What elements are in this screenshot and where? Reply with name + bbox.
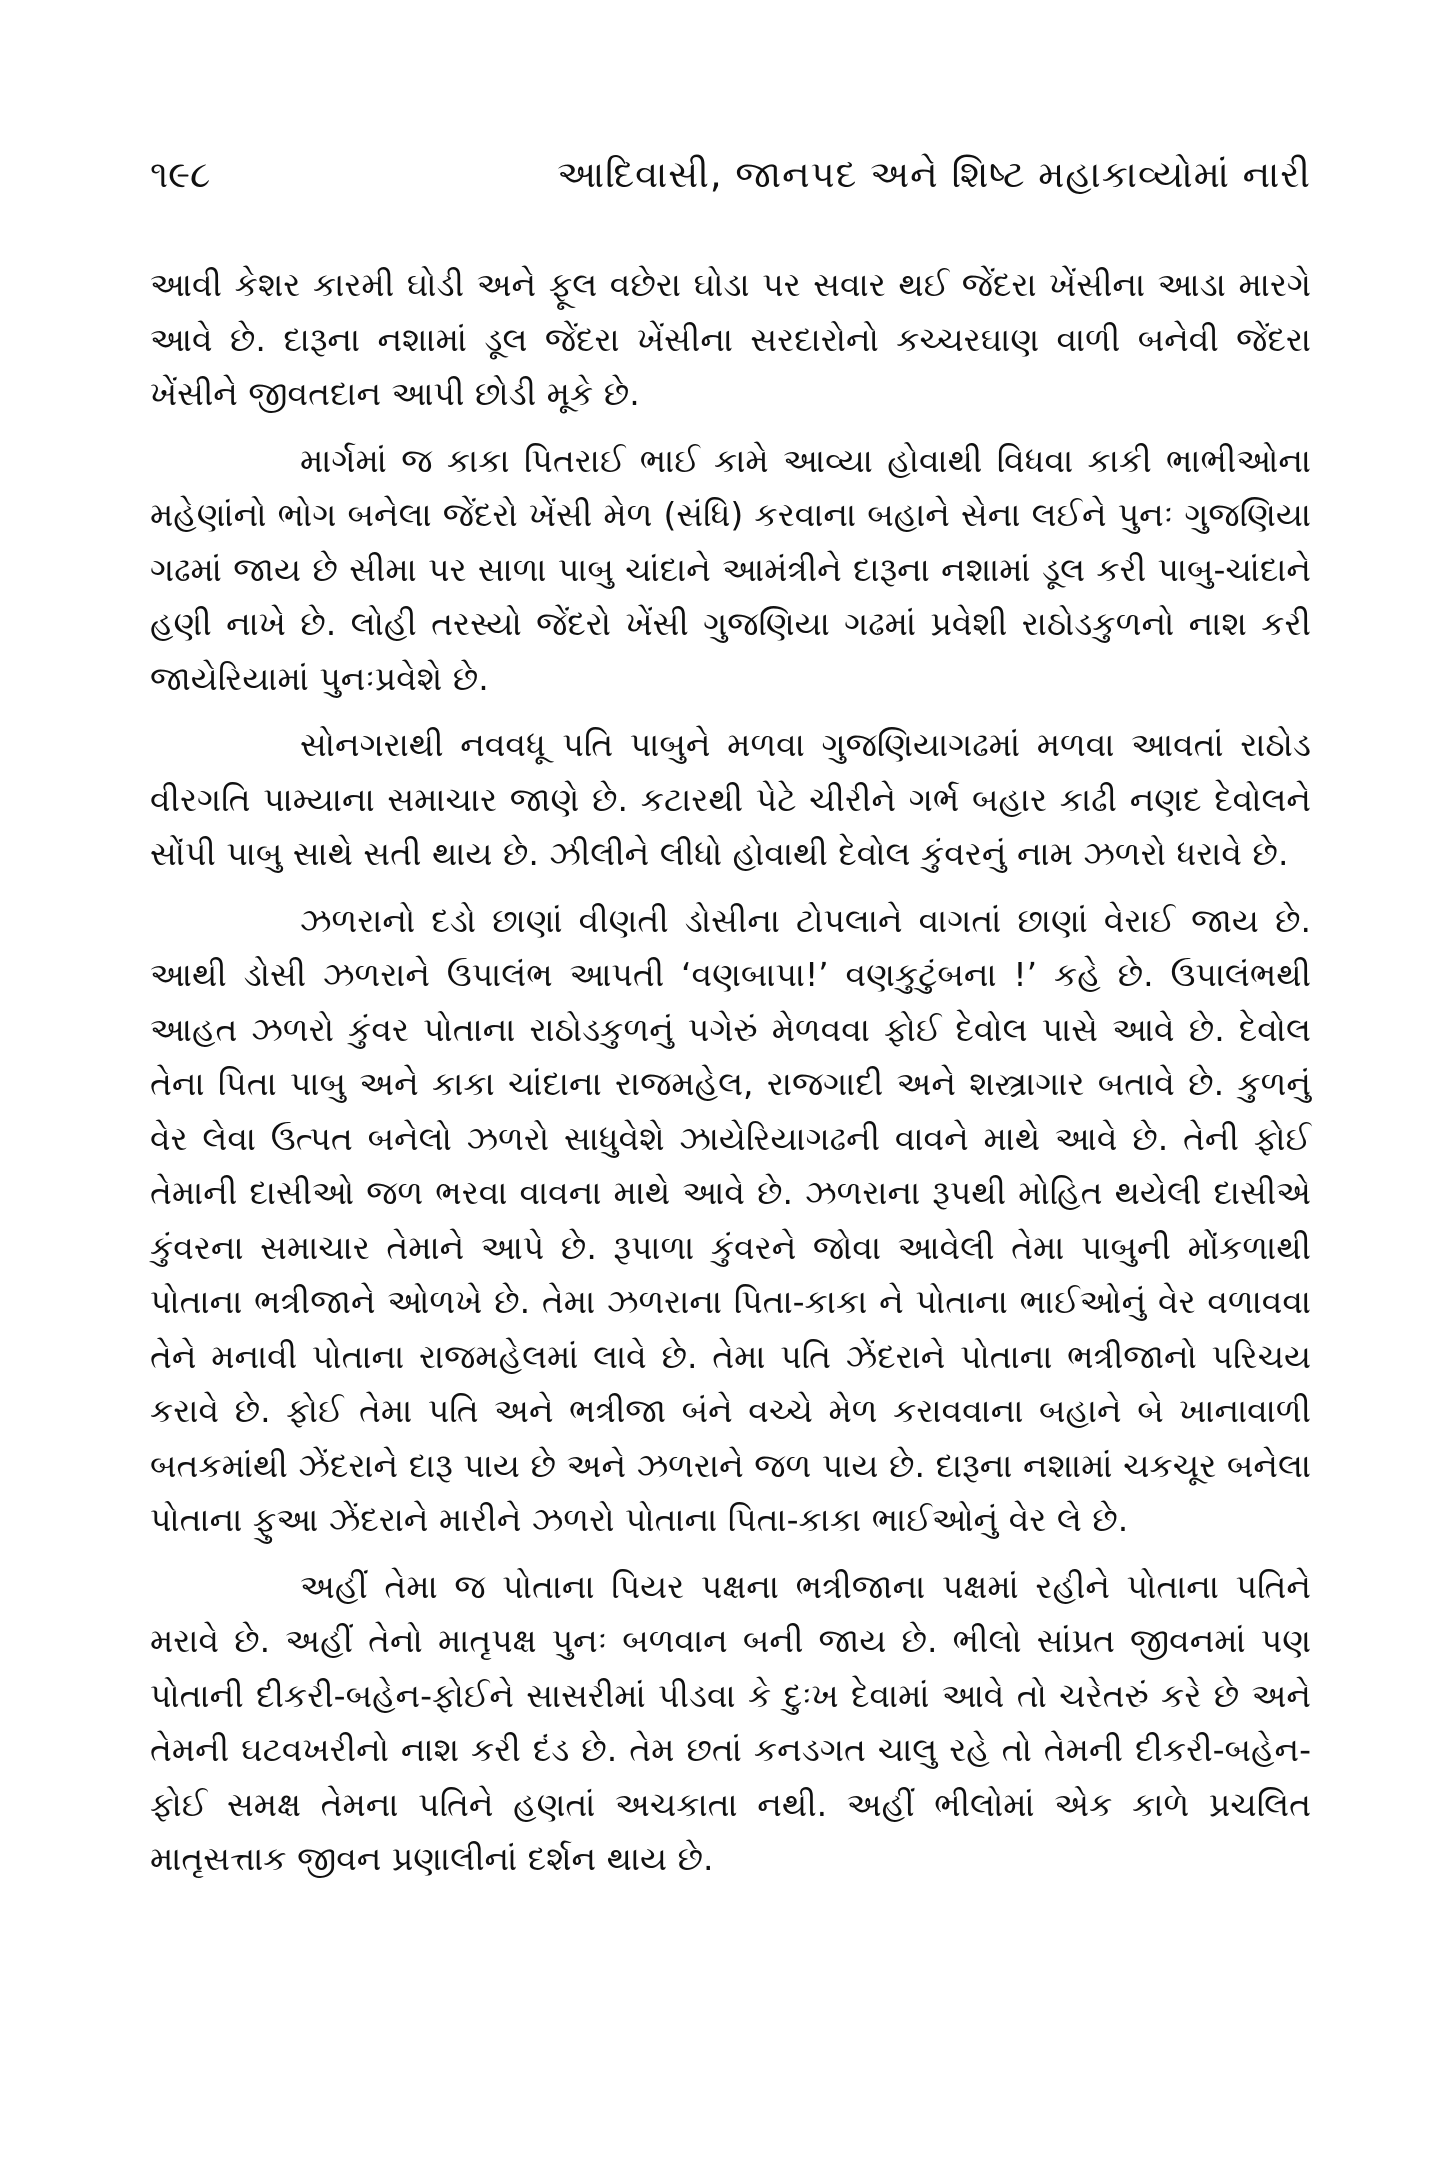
paragraph-3: સોનગરાથી નવવધૂ પતિ પાબુને મળવા ગુજણિયાગઢમાં મળવા આવતાં રાઠોડ વીરગતિ પામ્યાના સમાચાર જાણે છે. કટારથી પેટે ચીરીને ગર્ભ બહાર કાઢી નણદ દેવોલને સોંપી પાબુ સાથે સતી થાય છે. ઝીલીને લીધો હોવાથી દેવોલ કુંવરનું નામ ઝળરો ધરાવે છે. (150, 725, 1311, 873)
page-header (150, 150, 1311, 220)
paragraph-4: ઝળરાનો દડો છાણાં વીણતી ડોસીના ટોપલાને વાગતાં છાણાં વેરાઈ જાય છે. આથી ડોસી ઝળરાને ઉપાલંભ આપતી ‘વણબાપા!’ વણકુટુંબના !’ કહે છે. ઉપાલંભથી આહત ઝળરો કુંવર પોતાના રાઠોડકુળનું પગેરું મેળવવા ફોઈ દેવોલ પાસે આવે છે. દેવોલ તેના પિતા પાબુ અને કાકા ચાંદાના રાજમહેલ, રાજગાદી અને શસ્ત્રાગાર બતાવે છે. કુળનું વેર લેવા ઉત્પત બનેલો ઝળરો સાધુવેશે ઝાયેરિયાગઢની વાવને માથે આવે છે. તેની ફોઈ તેમાની દાસીઓ જળ ભરવા વાવના માથે આવે છે. ઝળરાના રૂપથી મોહિત થયેલી દાસીએ કુંવરના સમાચાર તેમાને આપે છે. રૂપાળા કુંવરને જોવા આવેલી તેમા પાબુની મોંકળાથી પોતાના ભત્રીજાને ઓળખે છે. તેમા ઝળરાના પિતા-કાકા ને પોતાના ભાઈઓનું વેર વળાવવા તેને મનાવી પોતાના રાજમહેલમાં લાવે છે. તેમા પતિ ઝેંદરાને પોતાના ભત્રીજાનો પરિચય કરાવે છે. ફોઈ તેમા પતિ અને ભત્રીજા બંને વચ્ચે મેળ કરાવવાના બહાને બે ખાનાવાળી બતકમાંથી ઝેંદરાને દારૂ પાય છે અને ઝળરાને જળ પાય છે. દારૂના નશામાં ચકચૂર બનેલા પોતાના ફુઆ ઝેંદરાને મારીને ઝળરો પોતાના પિતા-કાકા ભાઈઓનું વેર લે છે. (150, 900, 1311, 1539)
paragraph-2: માર્ગમાં જ કાકા પિતરાઈ ભાઈ કામે આવ્યા હોવાથી વિધવા કાકી ભાભીઓના મહેણાંનો ભોગ બનેલા જેંદરો ખેંસી મેળ (સંધિ) કરવાના બહાને સેના લઈને પુનઃ ગુજણિયા ગઢમાં જાય છે સીમા પર સાળા પાબુ ચાંદાને આમંત્રીને દારૂના નશામાં ડૂલ કરી પાબુ-ચાંદાને હણી નાખે છે. લોહી તરસ્યો જેંદરો ખેંસી ગુજણિયા ગઢમાં પ્રવેશી રાઠોડકુળનો નાશ કરી જાયેરિયામાં પુનઃપ્રવેશે છે. (150, 440, 1311, 698)
page-number: ૧૯૮ (150, 153, 211, 196)
paragraph-1: આવી કેશર કારમી ઘોડી અને ફૂલ વછેરા ઘોડા પર સવાર થઈ જેંદરા ખેંસીના આડા મારગે આવે છે. દારૂના નશામાં ડૂલ જેંદરા ખેંસીના સરદારોનો કચ્ચરઘાણ વાળી બનેવી જેંદરા ખેંસીને જીવતદાન આપી છોડી મૂકે છે. (150, 265, 1311, 413)
running-title: આદિવાસી, જાનપદ અને શિષ્ટ મહાકાવ્યોમાં નારી (557, 153, 1311, 196)
body-text (150, 258, 1311, 1887)
paragraph-5: અહીં તેમા જ પોતાના પિયર પક્ષના ભત્રીજાના પક્ષમાં રહીને પોતાના પતિને મરાવે છે. અહીં તેનો માતૃપક્ષ પુનઃ બળવાન બની જાય છે. ભીલો સાંપ્રત જીવનમાં પણ પોતાની દીકરી-બહેન-ફોઈને સાસરીમાં પીડવા કે દુઃખ દેવામાં આવે તો ચરેતરું કરે છે અને તેમની ઘટવખરીનો નાશ કરી દંડ છે. તેમ છતાં કનડગત ચાલુ રહે તો તેમની દીકરી-બહેન-ફોઈ સમક્ષ તેમના પતિને હણતાં અચકાતા નથી. અહીં ભીલોમાં એક કાળે પ્રચલિત માતૃસત્તાક જીવન પ્રણાલીનાં દર્શન થાય છે. (150, 1566, 1311, 1878)
